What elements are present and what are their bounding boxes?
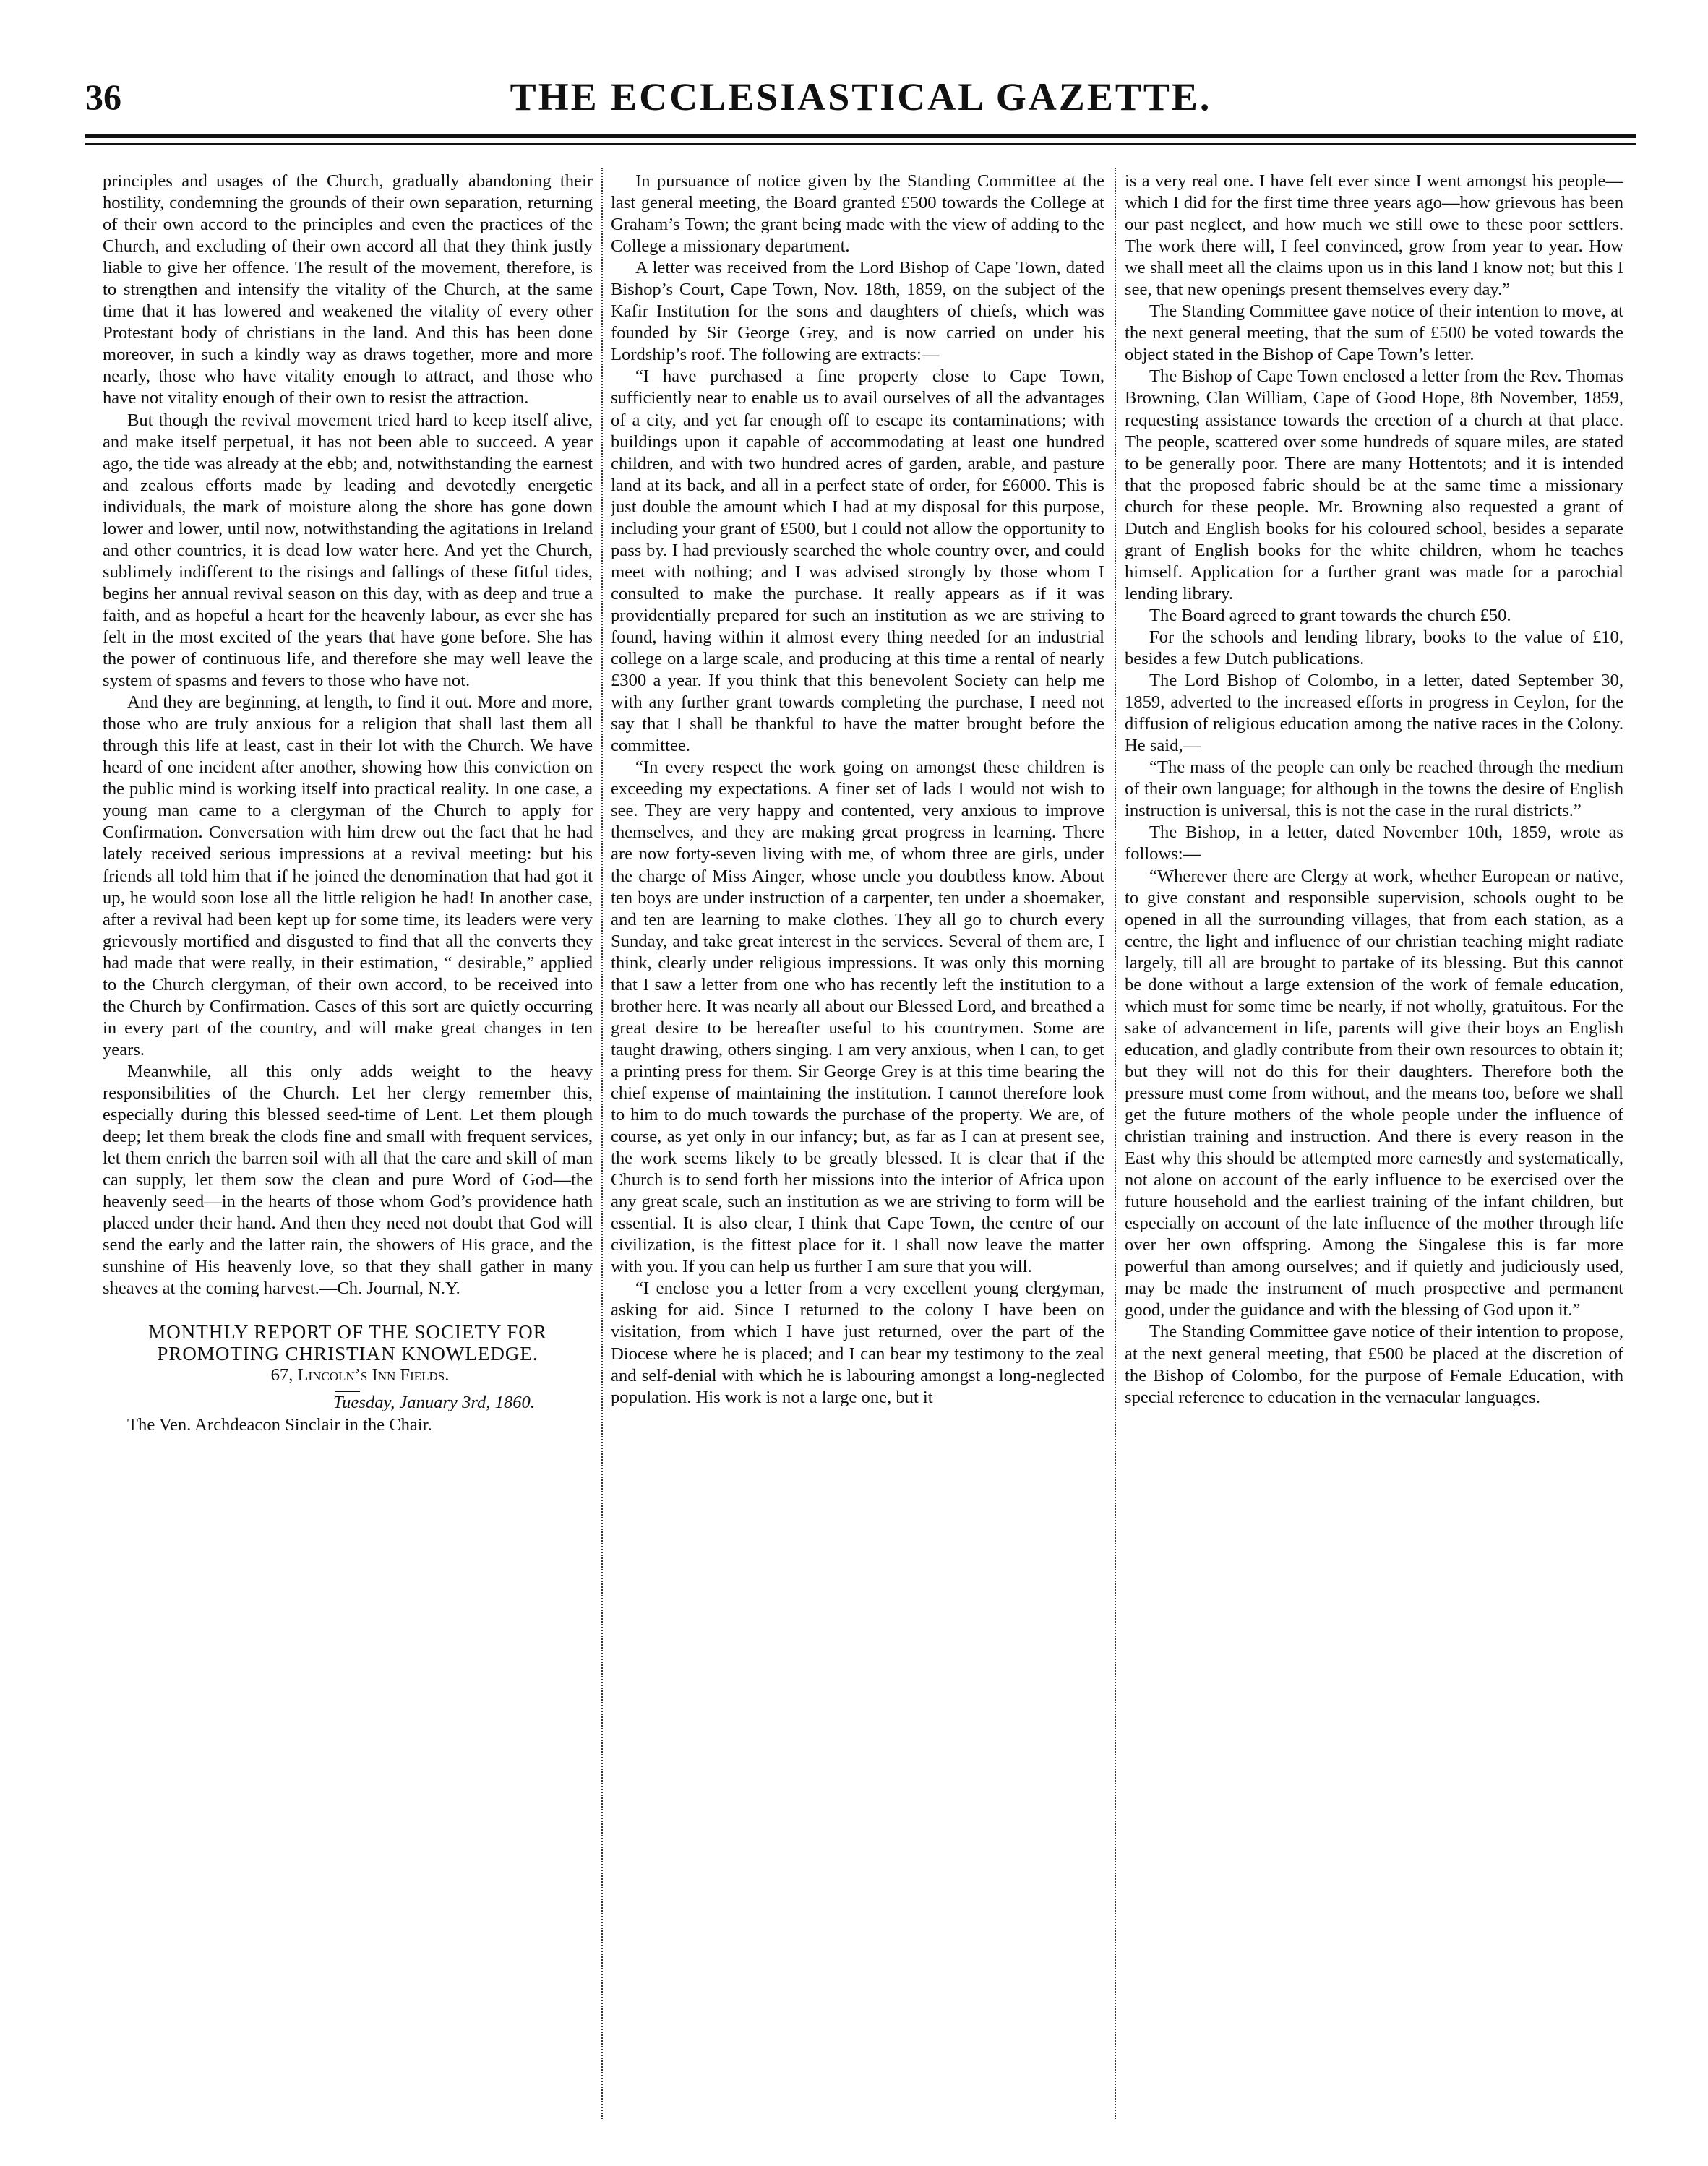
- paragraph: But though the revival movement tried hard to keep itself alive, and make itself perpetual, it has not been able to succeed. A year ago, the tide was already at the ebb; and, notwithstanding the earnest and zealous efforts made by leading and devotedly energetic individuals, the mark of moisture along the shore has gone down lower and lower, until now, notwithstanding the agitations in Ireland and other countries, it is dead low water here. And yet the Church, sublimely indifferent to the risings and fallings of these fitful tides, begins her annual revival season on this day, with as deep and true a faith, and as hopeful a heart for the heavenly labour, as ever she has felt in the most excited of the years that have gone before. She has the power of continuous life, and therefore she may well leave the system of spasms and fevers to those who have not.: [103, 410, 593, 691]
- report-heading-line: MONTHLY REPORT OF THE SOCIETY FOR: [148, 1321, 547, 1344]
- report-address: [103, 1365, 593, 1386]
- page-number: 36: [85, 77, 121, 117]
- paragraph: The Standing Committee gave notice of their intention to move, at the next general meeting, that the sum of £500 be voted towards the object stated in the Bishop of Cape Town’s letter.: [1125, 301, 1623, 365]
- column-3: [1125, 171, 1623, 2126]
- paragraph: is a very real one. I have felt ever since I went amongst his people—which I did for the first time three years ago—how grievous has been our past neglect, and how much we still owe to these poor settlers. The work there will, I feel convinced, grow from year to year. How we shall meet all the claims upon us in this land I know not; but this I see, that new openings present themselves every day.”: [1125, 171, 1623, 300]
- paragraph: Meanwhile, all this only adds weight to the heavy responsibilities of the Church. Let her clergy remember this, especially during this blessed seed-time of Lent. Let them plough deep; let them break the clods fine and small with frequent services, let them enrich the barren soil with all that the care and skill of man can supply, let them sow the clean and pure Word of God—the heavenly seed—in the hearts of those whom God’s providence hath placed under their hand. And then they need not doubt that God will send the early and the latter rain, the showers of His grace, and the sunshine of His heavenly love, so that they shall gather in many sheaves at the coming harvest.—Ch. Journal, N.Y.: [103, 1061, 593, 1299]
- masthead: [85, 75, 1636, 119]
- header-rule-thin: [85, 143, 1636, 145]
- paragraph: In pursuance of notice given by the Standing Committee at the last general meeting, the Board granted £500 towards the College at Graham’s Town; the grant being made with the view of adding to the College a missionary department.: [611, 171, 1104, 257]
- report-heading: [103, 1321, 593, 1365]
- column-divider: [1115, 168, 1116, 2119]
- report-address-text: 67, Lincoln’s Inn Fields.: [270, 1365, 450, 1385]
- column-1: [103, 171, 593, 2126]
- header-rule-thick: [85, 134, 1636, 138]
- paragraph: The Board agreed to grant towards the church £50.: [1149, 605, 1511, 625]
- paragraph: A letter was received from the Lord Bishop of Cape Town, dated Bishop’s Court, Cape Town, Nov. 18th, 1859, on the subject of the Kafir Institution for the sons and daughters of chiefs, which was founded by Sir George Grey, and is now carried on under his Lordship’s roof. The following are extracts:—: [611, 258, 1104, 365]
- report-date: Tuesday, January 3rd, 1860.: [332, 1393, 535, 1413]
- paragraph: principles and usages of the Church, gradually abandoning their hostility, condemning the grounds of their own separation, returning of their own accord to the principles and even the practices of the Church, and excluding of their own accord all that they think justly liable to give her offence. The result of the movement, therefore, is to strengthen and intensify the vitality of the Church, at the same time that it has lowered and weakened the vitality of every other Protestant body of christians in the land. And this has been done moreover, in such a kindly way as draws together, more and more nearly, those who have vitality enough to attract, and those who have not vitality enough of their own to resist the attraction.: [103, 171, 593, 408]
- paragraph: “I have purchased a fine property close to Cape Town, sufficiently near to enable us to avail ourselves of all the advantages of a city, and yet far enough off to escape its contaminations; with buildings upon it capable of accommodating at least one hundred children, and with two hundred acres of garden, arable, and pasture land at its back, and all in a perfect state of order, for £6000. This is just double the amount which I had at my disposal for this purpose, including your grant of £500, but I could not allow the opportunity to pass by. I had previously searched the whole country over, and could meet with nothing; and I was advised strongly by those whom I consulted to make the purchase. It really appears as if it was providentially prepared for such an institution as we are striving to found, having within it almost every thing needed for an industrial college on a large scale, and producing at this time a rental of nearly £300 a year. If you think that this benevolent Society can help me with any further grant towards completing the purchase, I need not say that I shall be thankful to have the matter brought before the committee.: [611, 366, 1104, 756]
- paragraph: “Wherever there are Clergy at work, whether European or native, to give constant and responsible supervision, schools ought to be opened in all the surrounding villages, that from each station, as a centre, the light and influence of our christian teaching might radiate largely, till all are brought to partake of its blessing. But this cannot be done without a large extension of the work of female education, which must for some time be nearly, if not wholly, gratuitous. For the sake of advancement in life, parents will give their boys an English education, and gladly contribute from their own resources to obtain it; but they will not do this for their daughters. Therefore both the pressure must come from without, and the means too, before we shall get the future mothers of the whole people under the influence of christian training and instruction. And there is every reason in the East why this should be attempted more earnestly and systematically, not alone on account of the early influence to be exercised over the future household and the earliest training of the infant children, but especially on account of the late influence of the mother through life over her own offspring. Among the Singalese this is far more powerful than among ourselves; and if quietly and judiciously used, may be made the instrument of much prospective and permanent good, under the guidance and with the blessing of God upon it.”: [1125, 866, 1623, 1320]
- paragraph: And they are beginning, at length, to find it out. More and more, those who are truly anxious for a religion that shall last them all through this life at least, cast in their lot with the Church. We have heard of one incident after another, showing how this conviction on the public mind is working itself into practical reality. In one case, a young man came to a clergyman of the Church to apply for Confirmation. Conversation with him drew out the fact that he had lately received serious impressions at a revival meeting: but his friends all told him that if he joined the denomination that had got it up, he would soon lose all the little religion he had! In another case, after a revival had been kept up for some time, its leaders were very grievously mortified and disgusted to find that all the converts they had made that were really, in their estimation, “ desirable,” applied to the Church clergyman, of their own accord, to be received into the Church by Confirmation. Cases of this sort are quietly occurring in every part of the country, and will make great changes in ten years.: [103, 692, 593, 1060]
- report-chair: The Ven. Archdeacon Sinclair in the Chair.: [127, 1414, 432, 1435]
- paragraph: The Bishop of Cape Town enclosed a letter from the Rev. Thomas Browning, Clan William, Cape of Good Hope, 8th November, 1859, requesting assistance towards the erection of a church at that place. The people, scattered over some hundreds of square miles, are stated to be generally poor. There are many Hottentots; and it is intended that the proposed fabric should be at the same time a missionary church for these people. Mr. Browning also requested a grant of Dutch and English books for his coloured school, besides a separate grant of English books for the white children, whom he teaches himself. Application for a further grant was made for a parochial lending library.: [1125, 366, 1623, 603]
- paragraph: “In every respect the work going on amongst these children is exceeding my expectations. A finer set of lads I would not wish to see. They are very happy and contented, very anxious to improve themselves, and they are making great progress in learning. There are now forty-seven living with me, of whom three are girls, under the charge of Miss Ainger, whose uncle you doubtless know. About ten boys are under instruction of a carpenter, ten under a shoemaker, and ten are learning to make clothes. They all go to church every Sunday, and take great interest in the services. Several of them are, I think, clearly under religious impressions. It was only this morning that I saw a letter from one who has recently left the institution to a brother here. It was nearly all about our Blessed Lord, and breathed a great desire to be hereafter useful to his countrymen. Some are taught drawing, others singing. I am very anxious, when I can, to get a printing press for them. Sir George Grey is at this time bearing the chief expense of maintaining the institution. I cannot therefore look to him to do much towards the purchase of the property. We are, of course, as yet only in our infancy; but, as far as I can at present see, the work seems likely to be greatly blessed. It is clear that if the Church is to send forth her missions into the interior of Africa upon any great scale, such an institution as we are striving to form will be essential. It is also clear, I think that Cape Town, the centre of our civilization, is the fittest place for it. I shall now leave the matter with you. If you can help us further I am sure that you will.: [611, 757, 1104, 1277]
- paragraph: “The mass of the people can only be reached through the medium of their own language; for although in the towns the desire of English instruction is universal, this is not the case in the rural districts.”: [1125, 757, 1623, 821]
- paper-title: THE ECCLESIASTICAL GAZETTE.: [510, 75, 1212, 119]
- paragraph: The Standing Committee gave notice of their intention to propose, at the next general meeting, that £500 be placed at the discretion of the Bishop of Colombo, for the purpose of Female Education, with special reference to education in the vernacular languages.: [1125, 1322, 1623, 1407]
- paragraph: For the schools and lending library, books to the value of £10, besides a few Dutch publications.: [1125, 627, 1623, 669]
- paragraph: The Lord Bishop of Colombo, in a letter, dated September 30, 1859, adverted to the increased efforts in progress in Ceylon, for the diffusion of religious education among the native races in the Colony. He said,—: [1125, 671, 1623, 756]
- paragraph: The Bishop, in a letter, dated November 10th, 1859, wrote as follows:—: [1125, 822, 1623, 864]
- column-divider: [601, 168, 603, 2119]
- report-heading-line: PROMOTING CHRISTIAN KNOWLEDGE.: [157, 1343, 538, 1365]
- column-2: [611, 171, 1104, 2126]
- paragraph: “I enclose you a letter from a very excellent young clergyman, asking for aid. Since I returned to the colony I have been on visitation, from which I have just returned, over the part of the Diocese where he is placed; and I can bear my testimony to the zeal and self-denial with which he is labouring amongst a long-neglected population. His work is not a large one, but it: [611, 1278, 1104, 1407]
